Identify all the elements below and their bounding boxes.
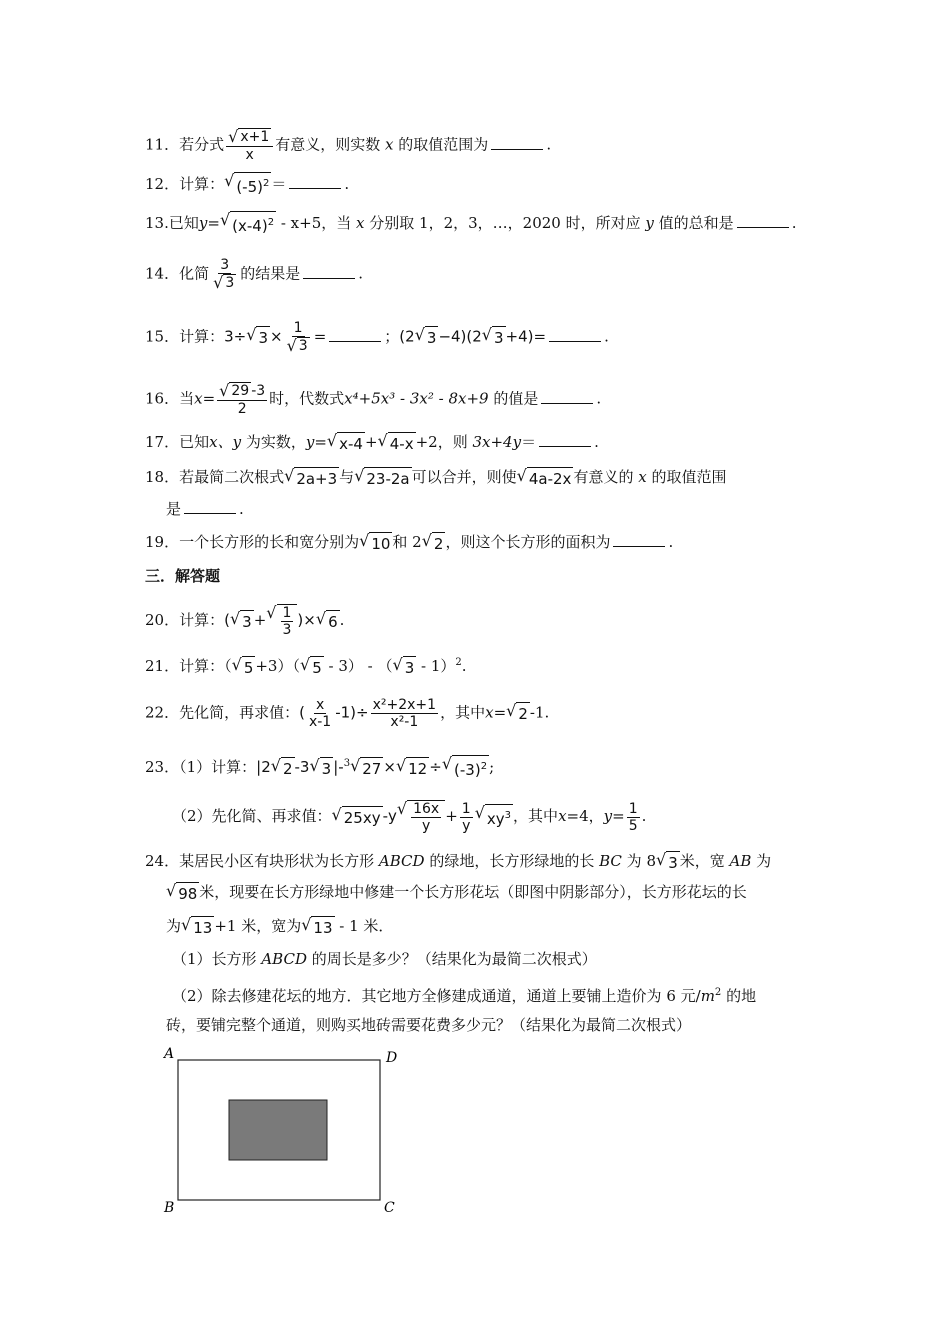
problem-14: 14．化简 3 √ 3 的结果是 . bbox=[145, 257, 364, 292]
problem-24-line2: √ 98 米，现要在长方形绿地中修建一个长方形花坛（即图中阴影部分），长方形花坛的长 bbox=[166, 880, 747, 903]
problem-23-part1: 23．（1）计算：|2 √ 2 -3 √ 3 |-$^3$ √ 27 × √ 12 ÷ √ $(-3)^2$ ; bbox=[145, 754, 495, 779]
answer-blank bbox=[549, 327, 601, 342]
answer-blank bbox=[539, 432, 591, 447]
vertex-label-d: D bbox=[386, 1050, 398, 1066]
answer-blank bbox=[303, 264, 355, 279]
problem-19: 19．一个长方形的长和宽分别为 √ 10 和 2 √ 2 ，则这个长方形的面积为 . bbox=[145, 530, 674, 553]
problem-24-line3: 为 √ 13 +1 米，宽为 √ 13 - 1 米． bbox=[166, 914, 394, 937]
problem-13: 13.已知y= √ $(x-4)^2$ - x+5，当 x 分别取 1，2，3，…，2020 时，所对应 y 值的总和是 . bbox=[145, 210, 797, 235]
problem-11: 11．若分式 √ x+1 x 有意义，则实数 x 的取值范围为 . bbox=[145, 127, 552, 163]
fraction: √ x+1 x bbox=[226, 128, 273, 163]
problem-22: 22．先化简，再求值：( $\frac{x}{x-1}$ -1)÷ $\frac{\text{x²+2x+1}}{\text{x²-1}}$ ，其中x= √ 2 -1. bbox=[145, 697, 550, 730]
flower-bed-rectangle bbox=[229, 1100, 327, 1160]
answer-blank bbox=[541, 389, 593, 404]
problem-24-line1: 24．某居民小区有块形状为长方形 ABCD 的绿地，长方形绿地的长 BC 为 8 √ 3 米，宽 AB 为 bbox=[145, 849, 772, 872]
problem-23-part2: （2）先化简、再求值： √ 25xy -y √ $\frac{16x}{y}$ + $\frac{1}{y}$ √ $xy^3$ ，其中x=4，y= $\frac{1}{5}$ . bbox=[172, 799, 647, 834]
answer-blank bbox=[737, 213, 789, 228]
problem-24-q1: （1）长方形 ABCD 的周长是多少？（结果化为最简二次根式） bbox=[172, 950, 597, 968]
rectangle-figure bbox=[160, 1040, 410, 1220]
answer-blank bbox=[491, 135, 543, 150]
vertex-label-a: A bbox=[164, 1046, 175, 1062]
answer-blank bbox=[184, 499, 236, 514]
problem-24-q2: （2）除去修建花坛的地方．其它地方全修建成通道，通道上要铺上造价为 6 元$/m^2$ 的地 bbox=[172, 987, 757, 1005]
problem-21: 21．计算：（ √ 5 +3）（ √ 5 - 3） - （ √ 3 - 1）$^2$. bbox=[145, 654, 467, 677]
problem-18-cont: 是 . bbox=[166, 500, 244, 518]
problem-20: 20．计算：( √ 3 + √ $\frac{1}{3}$ )× √ 6 . bbox=[145, 603, 345, 638]
problem-16: 16．当x= √ 29 -3 2 时，代数式x⁴+5x³ - 3x² - 8x+9 的值是 . bbox=[145, 381, 602, 417]
problem-15: 15．计算：3÷ √ 3 × 1 √ 3 = ；(2 √ 3 −4)(2 √ 3 +4)= . bbox=[145, 320, 609, 355]
answer-blank bbox=[613, 532, 665, 547]
answer-blank bbox=[289, 174, 341, 189]
answer-blank bbox=[329, 327, 381, 342]
vertex-label-c: C bbox=[384, 1200, 395, 1216]
problem-18: 18．若最简二次根式 √ 2a+3 与 √ 23-2a 可以合并，则使 √ 4a-2x 有意义的 x 的取值范围 bbox=[145, 465, 727, 488]
problem-17: 17．已知x、y 为实数，y= √ x-4 + √ 4-x +2，则 3x+4y＝ . bbox=[145, 430, 599, 453]
problem-24-q3: 砖，要铺完整个通道，则购买地砖需要花费多少元？（结果化为最简二次根式） bbox=[166, 1016, 692, 1034]
section-heading: 三．解答题 bbox=[145, 567, 221, 585]
problem-12: 12．计算： √ $(-5)^2$ ＝ . bbox=[145, 171, 350, 196]
vertex-label-b: B bbox=[164, 1200, 175, 1216]
